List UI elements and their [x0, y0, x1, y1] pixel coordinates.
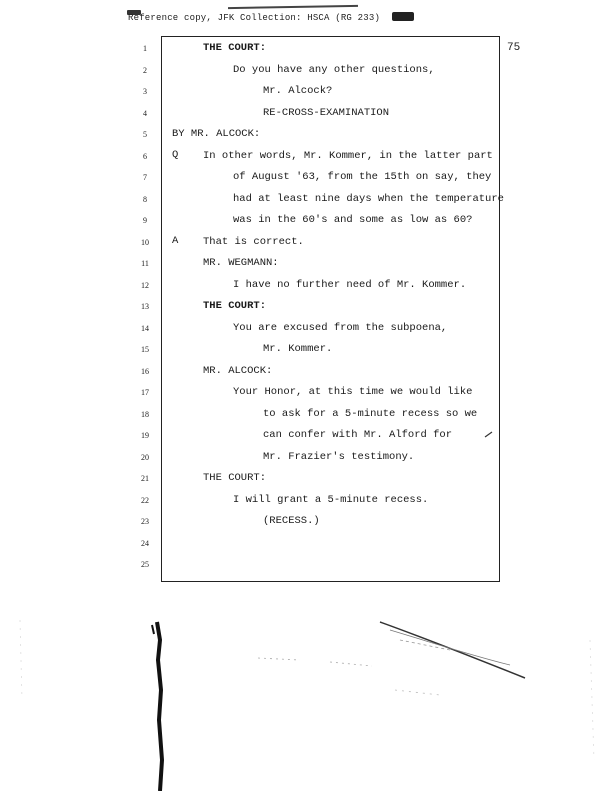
speaker-label: MR. WEGMANN:	[203, 257, 279, 269]
line-number: 18	[141, 410, 149, 419]
question-marker: Q	[172, 149, 179, 161]
line-number: 8	[143, 195, 147, 204]
scan-speckle	[258, 658, 300, 660]
transcript-line: Mr. Frazier's testimony.	[263, 451, 415, 463]
examiner-label: BY MR. ALCOCK:	[172, 128, 261, 140]
transcript-line: to ask for a 5-minute recess so we	[263, 408, 478, 420]
line-number: 25	[141, 560, 149, 569]
transcript-line: Your Honor, at this time we would like	[233, 386, 473, 398]
line-number: 19	[141, 431, 149, 440]
page-number: 75	[507, 42, 521, 54]
transcript-line: In other words, Mr. Kommer, in the latter part	[203, 150, 493, 162]
line-number: 12	[141, 281, 149, 290]
line-number: 4	[143, 109, 147, 118]
transcript-line: had at least nine days when the temperature	[233, 193, 504, 205]
line-number: 20	[141, 453, 149, 462]
line-number: 21	[141, 474, 149, 483]
transcript-line: Do you have any other questions,	[233, 64, 435, 76]
answer-marker: A	[172, 235, 179, 247]
transcript-line: (RECESS.)	[263, 515, 320, 527]
line-number: 24	[141, 539, 149, 548]
transcript-line: I will grant a 5-minute recess.	[233, 494, 429, 506]
line-number: 3	[143, 87, 147, 96]
speaker-label: THE COURT:	[203, 42, 267, 54]
transcript-line: can confer with Mr. Alford for	[263, 429, 453, 441]
line-number: 13	[141, 302, 149, 311]
scan-streak	[380, 622, 525, 678]
line-number: 22	[141, 496, 149, 505]
transcript-line: That is correct.	[203, 236, 304, 248]
line-number: 17	[141, 388, 149, 397]
transcript-line: was in the 60's and some as low as 60?	[233, 214, 473, 226]
speaker-label: MR. ALCOCK:	[203, 365, 273, 377]
line-number: 6	[143, 152, 147, 161]
section-heading: RE-CROSS-EXAMINATION	[263, 107, 390, 119]
line-number: 11	[141, 259, 149, 268]
scan-speckle	[485, 432, 492, 437]
line-number: 15	[141, 345, 149, 354]
line-number: 16	[141, 367, 149, 376]
binding-edge-mark	[157, 622, 162, 791]
transcript-line: of August '63, from the 15th on say, they	[233, 171, 492, 183]
binding-edge-mark	[152, 625, 154, 634]
speaker-label: THE COURT:	[203, 472, 267, 484]
scan-speckle	[590, 640, 594, 760]
transcript-line: I have no further need of Mr. Kommer.	[233, 279, 467, 291]
line-number: 1	[143, 44, 147, 53]
line-number: 5	[143, 130, 147, 139]
reference-header: Reference copy, JFK Collection: HSCA (RG 233)	[128, 13, 381, 23]
line-number: 14	[141, 324, 149, 333]
line-number: 7	[143, 173, 147, 182]
transcript-line: Mr. Alcock?	[263, 85, 333, 97]
transcript-line: You are excused from the subpoena,	[233, 322, 448, 334]
scan-speckle	[395, 690, 440, 695]
line-number: 23	[141, 517, 149, 526]
transcript-line: Mr. Kommer.	[263, 343, 333, 355]
scan-speckle	[330, 662, 372, 666]
line-number: 9	[143, 216, 147, 225]
speaker-label: THE COURT:	[203, 300, 267, 312]
line-number: 10	[141, 238, 149, 247]
scan-streak	[390, 630, 510, 665]
scan-speckle	[20, 620, 22, 700]
line-number: 2	[143, 66, 147, 75]
